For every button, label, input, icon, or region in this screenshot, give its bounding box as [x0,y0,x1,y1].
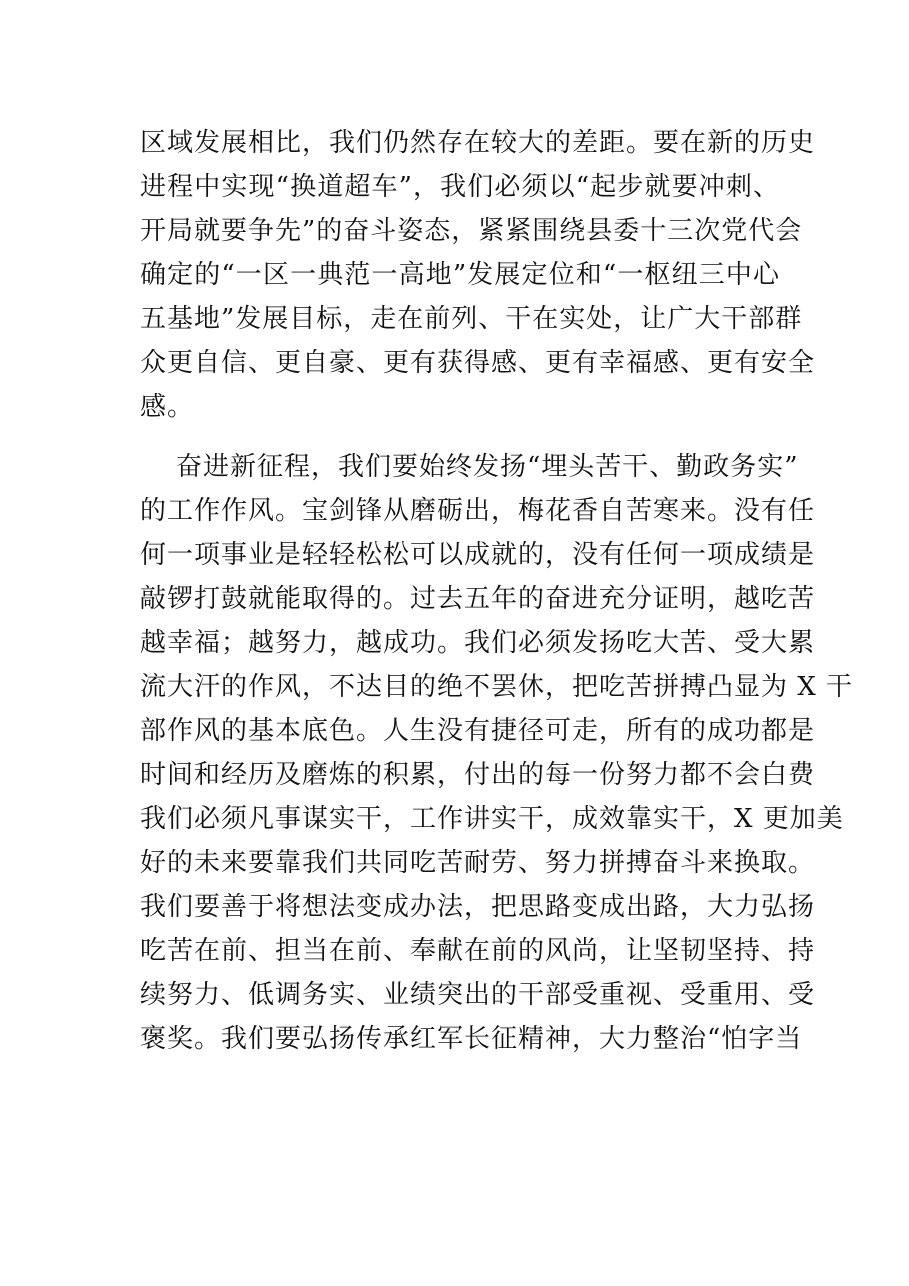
paragraph-line: 我们必须凡事谋实干，工作讲实干，成效靠实干，X 更加美 [140,804,844,834]
paragraph-line: 进程中实现“换道超车”，我们必须以“起步就要冲刺、 [140,172,780,202]
paragraph-line: 好的未来要靠我们共同吃苦耐劳、努力拼搏奋斗来换取。 [140,848,816,878]
paragraph-line: 何一项事业是轻轻松松可以成就的，没有任何一项成绩是 [140,540,816,570]
paragraph-line: 感。 [140,392,195,422]
paragraph-line: 确定的“一区一典范一高地”发展定位和“一枢纽三中心 [140,260,780,290]
paragraph-line: 开局就要争先”的奋斗姿态，紧紧围绕县委十三次党代会 [140,216,803,246]
paragraph-line: 续努力、低调务实、业绩突出的干部受重视、受重用、受 [140,980,816,1010]
paragraph-line: 奋进新征程，我们要始终发扬“埋头苦干、勤政务实” [176,452,799,482]
paragraph-line: 五基地”发展目标，走在前列、干在实处，让广大干部群 [140,304,803,334]
paragraph-2 [140,448,854,1064]
paragraph-line: 时间和经历及磨炼的积累，付出的每一份努力都不会白费 [140,760,816,790]
paragraph-line: 流大汗的作风，不达目的绝不罢休，把吃苦拼搏凸显为 X 干 [140,672,854,702]
paragraph-line: 部作风的基本底色。人生没有捷径可走，所有的成功都是 [140,716,816,746]
paragraph-spacer [140,432,780,448]
paragraph-1 [140,124,816,432]
paragraph-line: 褒奖。我们要弘扬传承红军长征精神，大力整治“怕字当 [140,1024,803,1054]
paragraph-line: 越幸福；越努力，越成功。我们必须发扬吃大苦、受大累 [140,628,816,658]
paragraph-line: 的工作作风。宝剑锋从磨砺出，梅花香自苦寒来。没有任 [140,496,816,526]
paragraph-line: 区域发展相比，我们仍然存在较大的差距。要在新的历史 [140,128,816,158]
paragraph-line: 众更自信、更自豪、更有获得感、更有幸福感、更有安全 [140,348,816,378]
paragraph-line: 敲锣打鼓就能取得的。过去五年的奋进充分证明，越吃苦 [140,584,816,614]
paragraph-line: 我们要善于将想法变成办法，把思路变成出路，大力弘扬 [140,892,816,922]
paragraph-line: 吃苦在前、担当在前、奉献在前的风尚，让坚韧坚持、持 [140,936,816,966]
body-text [140,124,854,1064]
